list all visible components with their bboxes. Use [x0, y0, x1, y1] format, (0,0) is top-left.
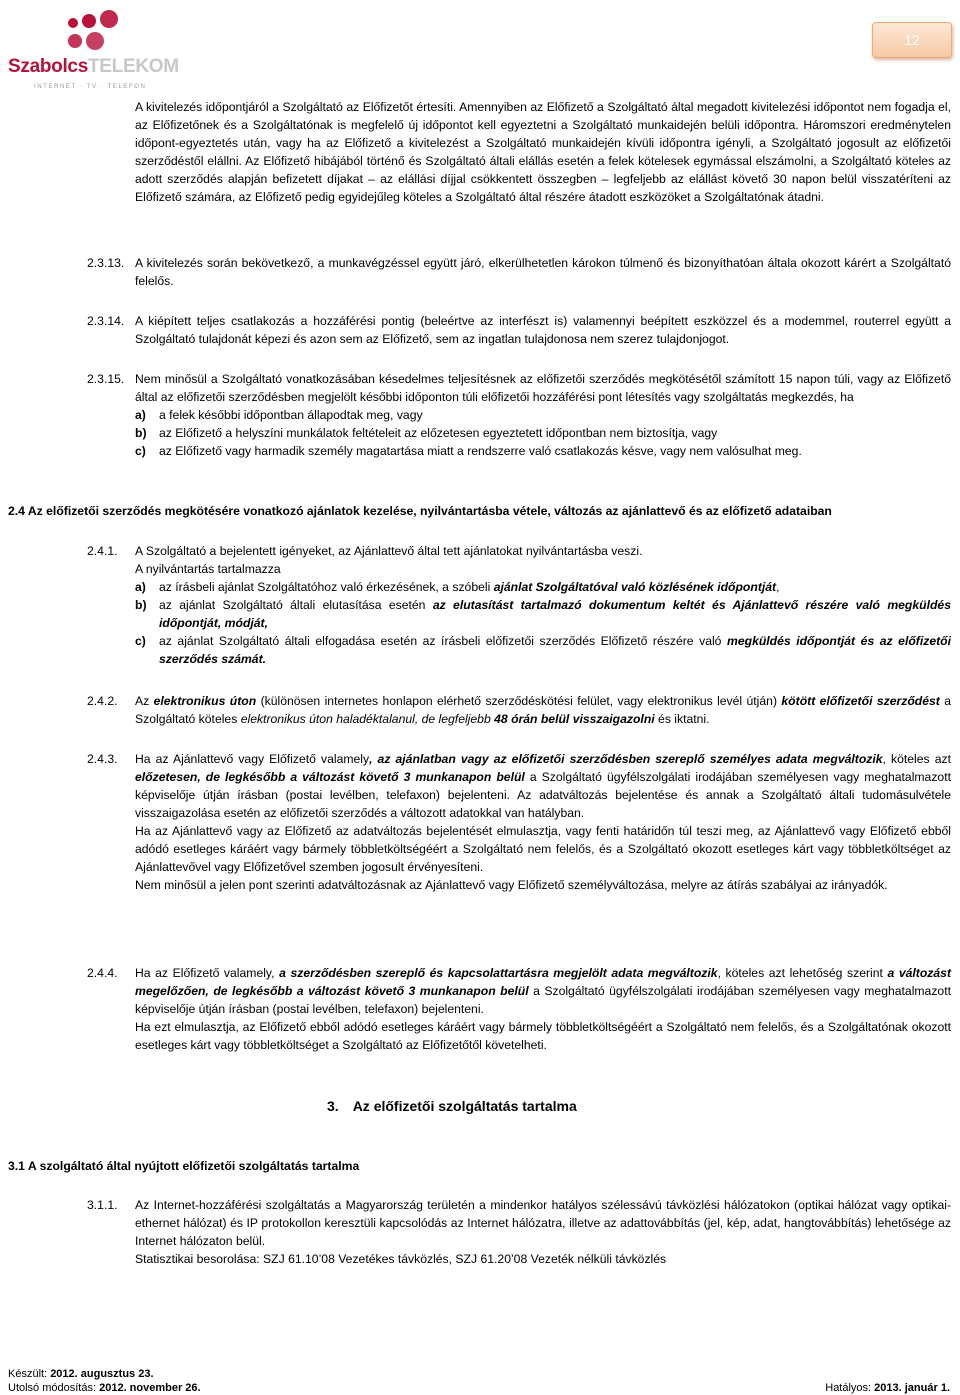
- clause-2-4-2: [87, 692, 951, 728]
- clause-2-3-13: [87, 254, 951, 290]
- clause-2-3-14: [87, 312, 951, 348]
- clause-text: Ha ezt elmulasztja, az Előfizető ebből adódó esetleges káráért vagy bármely többletköltségéért a Szolgáltató nem felelős, és a Szolgáltatónak okozott esetleges kárt vagy többletköltséget a Szolgáltató az Előfizetőtől követelheti.: [135, 1020, 951, 1052]
- clause-number: 2.4.3.: [87, 752, 118, 766]
- clause-number: 2.4.4.: [87, 966, 118, 980]
- clause-2-4-3: [87, 750, 951, 894]
- clause-text: A nyilvántartás tartalmazza: [135, 562, 281, 576]
- list-item: a) a felek későbbi időpontban állapodtak meg, vagy: [135, 408, 423, 422]
- clause-2-3-15: [87, 370, 951, 460]
- clause-number: 2.3.13.: [87, 256, 125, 270]
- footer-effective: Hatályos: 2013. január 1.: [825, 1382, 950, 1394]
- logo-subtitle: INTERNET · TV · TELEFON: [34, 84, 147, 90]
- logo-wordmark: SzabolcsTELEKOM: [8, 56, 179, 77]
- clause-text: A kivitelezés során bekövetkező, a munkavégzéssel együtt járó, elkerülhetetlen károkon túlmenő és bizonyíthatóan általa okozott kárért a Szolgáltató felelős.: [135, 256, 951, 288]
- company-logo: [8, 6, 179, 90]
- clause-2-4-1: [87, 542, 951, 668]
- clause-text: A Szolgáltató a bejelentett igényeket, az Ajánlattevő által tett ajánlatokat nyilvántartásba veszi.: [135, 544, 643, 558]
- section-heading-3-1: 3.1 A szolgáltató által nyújtott előfizetői szolgáltatás tartalma: [8, 1159, 360, 1173]
- list-item: c) az ajánlat Szolgáltató általi elfogadása esetén az írásbeli előfizetői szerződés Előfizető részére való megküldés időpontját és az előfizetői szerződés számát.: [135, 634, 951, 666]
- clause-text: Az Internet-hozzáférési szolgáltatás a Magyarország területén a mindenkor hatályos szélessávú távközlési hálózatokon (optikai hálózat vagy optikai- ethernet hálózat) és IP protokollon keresztüli kapcsolódás az Internet hálózatra, illetve az adattovábbítás (jel, kép, adat, hangtovábbítás) lehetősége az Internet hálózaton belül.: [135, 1198, 951, 1248]
- clause-text: Nem minősül a jelen pont szerinti adatváltozásnak az Ajánlattevő vagy Előfizető személyváltozása, melyre az átírás szabályai az irányadók.: [135, 878, 888, 892]
- clause-number: 2.4.1.: [87, 544, 118, 558]
- clause-text: Statisztikai besorolása: SZJ 61.10’08 Vezetékes távközlés, SZJ 61.20’08 Vezeték nélküli távközlés: [135, 1252, 667, 1266]
- clause-number: 2.3.14.: [87, 314, 125, 328]
- footer-modified: Utolsó módosítás: 2012. november 26.: [8, 1382, 201, 1394]
- list-item: c) az Előfizető vagy harmadik személy magatartása miatt a rendszerre való csatlakozás késve, vagy nem valósulhat meg.: [135, 444, 802, 458]
- clause-3-1-1: [87, 1196, 951, 1268]
- list-item: b) az Előfizető a helyszíni munkálatok feltételeit az előzetesen egyeztetett időpontban nem biztosítja, vagy: [135, 426, 718, 440]
- section-heading-2-4: 2.4 Az előfizetői szerződés megkötésére vonatkozó ajánlatok kezelése, nyilvántartásba vétele, változás az ajánlattevő és az előfizető adataiban: [8, 504, 832, 518]
- list-item: a) az írásbeli ajánlat Szolgáltatóhoz való érkezésének, a szóbeli ajánlat Szolgáltatóval való közlésének időpontját,: [135, 580, 780, 594]
- clause-text: A kiépített teljes csatlakozás a hozzáférési pontig (beleértve az interfészt is) valamennyi beépített eszközzel és a modemmel, routerrel együtt a Szolgáltató tulajdonát képezi és azon sem az Előfizető, sem az ingatlan tulajdonosa nem szerez tulajdonjogot.: [135, 314, 951, 346]
- list-item: b) az ajánlat Szolgáltató általi elutasítása esetén az elutasítást tartalmazó dokumentum keltét és Ajánlattevő részére való megküldés időpontját, módját,: [135, 598, 951, 630]
- chapter-heading: 3. Az előfizetői szolgáltatás tartalma: [327, 1098, 577, 1114]
- footer-created: Készült: 2012. augusztus 23.: [8, 1368, 154, 1380]
- clause-number: 3.1.1.: [87, 1198, 118, 1212]
- clause-text: Ha az Ajánlattevő vagy az Előfizető az adatváltozás bejelentését elmulasztja, vagy fenti határidőn túl teszi meg, az Ajánlattevő vagy Előfizető ebből adódó esetleges káráért vagy bármely többletköltségéért a Szolgáltató nem felelős, és a Szolgáltató okozott esetleges kárt vagy többletköltséget az Ajánlattevővel vagy Előfizetővel szemben jogosult érvényesíteni.: [135, 824, 951, 874]
- clause-text: Nem minősül a Szolgáltató vonatkozásában késedelmes teljesítésnek az előfizetői szerződés megkötésétől számított 15 napon túli, vagy az Előfizető által az előfizetői szerződésben megjelölt későbbi időponton túli előfizetői hozzáférési pont létesítés vagy szolgáltatás megkezdés, ha: [135, 372, 951, 404]
- intro-paragraph: A kivitelezés időpontjáról a Szolgáltató az Előfizetőt értesíti. Amennyiben az Előfizető a Szolgáltató által megadott kivitelezési időpontot nem fogadja el, az Előfizetőnek és a Szolgáltatónak is megfelelő új időpontot kell egyeztetni a Szolgáltató munkaidején belüli időpontra. Háromszori eredménytelen időpont-egyeztetés után, vagy ha az Előfizető a kivitelezést a Szolgáltató munkaidején kívüli időpontra igényli, a Szolgáltató jogosult az előfizetői szerződéstől elállni. Az Előfizető hibájából történő és Szolgáltató általi elállás esetén a felek kötelesek egymással elszámolni, a Szolgáltató köteles az adott szerződés alapján befizetett díjakat – az elállási díjjal csökkentett összegben – legfeljebb az elállást követő 30 napon belül visszatéríteni az Előfizető számára, az Előfizető pedig egyidejűleg köteles a Szolgáltató által részére átadott eszközöket a Szolgáltatónak átadni.: [135, 100, 951, 204]
- page-number-badge: 12: [872, 22, 952, 58]
- clause-number: 2.4.2.: [87, 694, 118, 708]
- clause-number: 2.3.15.: [87, 372, 125, 386]
- clause-2-4-4: [87, 964, 951, 1054]
- clause-text: Ha az Ajánlattevő vagy Előfizető valamely, az ajánlatban vagy az előfizetői szerződésben szereplő személyes adata megváltozik, köteles azt előzetesen, de legkésőbb a változást követő 3 munkanapon belül a Szolgáltató ügyfélszolgálati irodájában személyesen vagy meghatalmazott képviselője útján írásban (postai levélben, telefaxon) bejelenteni. Az adatváltozás bejelentése és annak a Szolgáltató általi tudomásulvétele visszaigazolása esetén az előfizetői szerződés a változott adatokkal van hatályban.: [135, 752, 951, 820]
- clause-text: Ha az Előfizető valamely, a szerződésben szereplő és kapcsolattartásra megjelölt adata megváltozik, köteles azt lehetőség szerint a változást megelőzően, de legkésőbb a változást követő 3 munkanapon belül a Szolgáltató ügyfélszolgálati irodájában személyesen vagy meghatalmazott képviselője útján írásban (postai levélben, telefaxon) bejelenteni.: [135, 966, 952, 1016]
- clause-text: Az elektronikus úton (különösen internetes honlapon elérhető szerződéskötési felület, vagy elektronikus levél útján) kötött előfizetői szerződést a Szolgáltató köteles elektronikus úton haladéktalanul, de legfeljebb 48 órán belül visszaigazolni és iktatni.: [135, 694, 951, 726]
